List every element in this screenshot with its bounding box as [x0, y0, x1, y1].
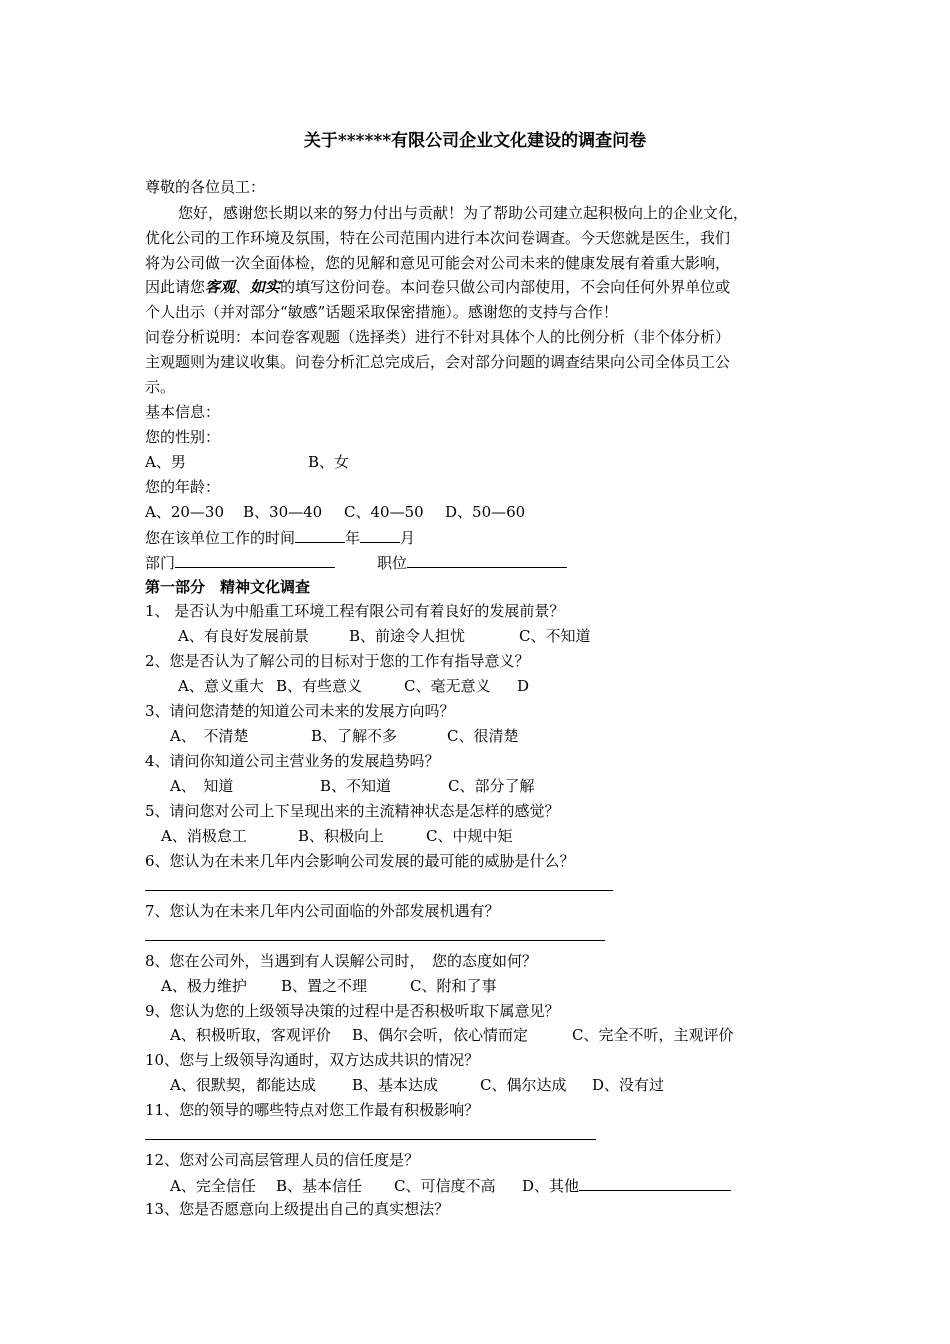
question-3: 3、请问您清楚的知道公司未来的发展方向吗？ — [145, 702, 455, 720]
position-label: 职位 — [377, 554, 408, 572]
q4-option-c[interactable]: C、部分了解 — [448, 777, 535, 795]
q11-answer-line[interactable] — [145, 1139, 596, 1140]
age-option-d[interactable]: D、50—60 — [445, 503, 526, 521]
question-2: 2、您是否认为了解公司的目标对于您的工作有指导意义？ — [145, 652, 530, 670]
question-12: 12、您对公司高层管理人员的信任度是？ — [145, 1151, 420, 1169]
q2-option-b[interactable]: B、有些意义 — [276, 677, 363, 695]
q5-option-b[interactable]: B、积极向上 — [298, 827, 385, 845]
question-10-options — [170, 1075, 664, 1095]
q4-option-b[interactable]: B、不知道 — [320, 777, 392, 795]
dept-position-row — [145, 552, 567, 573]
q5-option-c[interactable]: C、中规中矩 — [426, 827, 513, 845]
question-10: 10、您与上级领导沟通时，双方达成共识的情况？ — [145, 1051, 480, 1069]
question-4: 4、请问你知道公司主营业务的发展趋势吗？ — [145, 752, 440, 770]
question-11: 11、您的领导的哪些特点对您工作最有积极影响？ — [145, 1101, 480, 1119]
question-8-options — [161, 976, 496, 996]
emphasis-truthful: 如实 — [250, 278, 281, 296]
question-1: 1、 是否认为中船重工环境工程有限公司有着良好的发展前景？ — [145, 602, 565, 620]
age-option-b[interactable]: B、30—40 — [243, 503, 323, 521]
question-2-options — [178, 676, 529, 696]
question-3-options — [170, 726, 518, 746]
analysis-line-3: 示。 — [145, 378, 176, 396]
q9-option-c[interactable]: C、完全不听，主观评价 — [572, 1026, 734, 1044]
q10-option-d[interactable]: D、没有过 — [592, 1076, 665, 1094]
q12-option-a[interactable]: A、完全信任 — [170, 1177, 256, 1195]
q8-option-c[interactable]: C、附和了事 — [410, 977, 497, 995]
dept-label: 部门 — [145, 554, 176, 572]
q9-option-b[interactable]: B、偶尔会听，依心情而定 — [352, 1026, 529, 1044]
gender-option-b[interactable]: B、女 — [308, 453, 350, 471]
intro-line-4 — [145, 277, 730, 297]
q9-option-a[interactable]: A、积极听取，客观评价 — [170, 1026, 331, 1044]
q5-option-a[interactable]: A、消极怠工 — [161, 827, 247, 845]
q10-option-a[interactable]: A、很默契，都能达成 — [170, 1076, 316, 1094]
q1-option-c[interactable]: C、不知道 — [519, 627, 591, 645]
q3-option-a[interactable]: A、 不清楚 — [170, 727, 249, 745]
q1-option-a[interactable]: A、有良好发展前景 — [178, 627, 309, 645]
question-5-options — [161, 826, 512, 846]
q2-option-a[interactable]: A、意义重大 — [178, 677, 264, 695]
q10-option-c[interactable]: C、偶尔达成 — [480, 1076, 567, 1094]
greeting: 尊敬的各位员工： — [145, 178, 266, 196]
analysis-line-2: 主观题则为建议收集。问卷分析汇总完成后，会对部分问题的调查结果向公司全体员工公 — [145, 353, 731, 371]
q7-answer-line[interactable] — [145, 940, 605, 941]
question-8: 8、您在公司外，当遇到有人误解公司时， 您的态度如何？ — [145, 952, 538, 970]
q10-option-b[interactable]: B、基本达成 — [352, 1076, 439, 1094]
q2-option-d[interactable]: D — [517, 677, 530, 695]
question-9-options — [170, 1025, 733, 1045]
q8-option-a[interactable]: A、极力维护 — [161, 977, 247, 995]
q12-other-blank[interactable] — [579, 1175, 731, 1191]
tenure-year-unit: 年 — [345, 529, 361, 547]
intro-line-4-pre: 因此请您 — [145, 278, 206, 296]
tenure-month-unit: 月 — [400, 529, 416, 547]
question-7: 7、您认为在未来几年内公司面临的外部发展机遇有？ — [145, 902, 500, 920]
question-4-options — [170, 776, 534, 796]
intro-line-1: 您好，感谢您长期以来的努力付出与贡献！为了帮助公司建立起积极向上的企业文化， — [178, 204, 749, 222]
q6-answer-line[interactable] — [145, 890, 613, 891]
gender-option-a[interactable]: A、男 — [145, 453, 186, 471]
analysis-line-1: 问卷分析说明：本问卷客观题（选择类）进行不针对具体个人的比例分析（非个体分析） — [145, 328, 731, 346]
age-option-c[interactable]: C、40—50 — [344, 503, 424, 521]
intro-line-5: 个人出示（并对部分“敏感”话题采取保密措施）。感谢您的支持与合作！ — [145, 303, 618, 321]
gender-label: 您的性别： — [145, 428, 221, 446]
q3-option-c[interactable]: C、很清楚 — [447, 727, 519, 745]
dept-blank[interactable] — [175, 552, 335, 568]
q1-option-b[interactable]: B、前途令人担忧 — [349, 627, 466, 645]
section-1-heading: 第一部分 精神文化调查 — [145, 578, 311, 596]
question-9: 9、您认为您的上级领导决策的过程中是否积极听取下属意见？ — [145, 1002, 560, 1020]
emphasis-objective: 客观 — [205, 278, 236, 296]
intro-line-4-post: 的填写这份问卷。本问卷只做公司内部使用，不会向任何外界单位或 — [280, 278, 731, 296]
intro-line-4-sep: 、 — [235, 278, 251, 296]
q8-option-b[interactable]: B、置之不理 — [281, 977, 368, 995]
age-option-a[interactable]: A、20—30 — [145, 503, 225, 521]
intro-line-2: 优化公司的工作环境及氛围，特在公司范围内进行本次问卷调查。今天您就是医生，我们 — [145, 229, 731, 247]
q3-option-b[interactable]: B、了解不多 — [311, 727, 398, 745]
tenure-years-blank[interactable] — [295, 527, 345, 543]
question-13: 13、您是否愿意向上级提出自己的真实想法？ — [145, 1200, 450, 1218]
question-6: 6、您认为在未来几年内会影响公司发展的最可能的威胁是什么？ — [145, 852, 575, 870]
age-options — [145, 502, 525, 522]
age-label: 您的年龄： — [145, 478, 221, 496]
tenure-label: 您在该单位工作的时间 — [145, 529, 296, 547]
q12-option-c[interactable]: C、可信度不高 — [394, 1177, 496, 1195]
question-5: 5、请问您对公司上下呈现出来的主流精神状态是怎样的感觉？ — [145, 802, 560, 820]
intro-line-3: 将为公司做一次全面体检，您的见解和意见可能会对公司未来的健康发展有着重大影响， — [145, 254, 731, 272]
q2-option-c[interactable]: C、毫无意义 — [404, 677, 491, 695]
question-1-options — [178, 626, 590, 646]
tenure-months-blank[interactable] — [360, 527, 400, 543]
q12-option-b[interactable]: B、基本信任 — [276, 1177, 363, 1195]
gender-options — [145, 452, 349, 472]
question-12-options — [170, 1175, 731, 1196]
tenure-row — [145, 527, 415, 548]
position-blank[interactable] — [407, 552, 567, 568]
q12-option-d[interactable]: D、其他 — [522, 1177, 580, 1195]
basic-info-heading: 基本信息： — [145, 403, 221, 421]
q4-option-a[interactable]: A、 知道 — [170, 777, 234, 795]
page-title: 关于******有限公司企业文化建设的调查问卷 — [303, 131, 647, 151]
